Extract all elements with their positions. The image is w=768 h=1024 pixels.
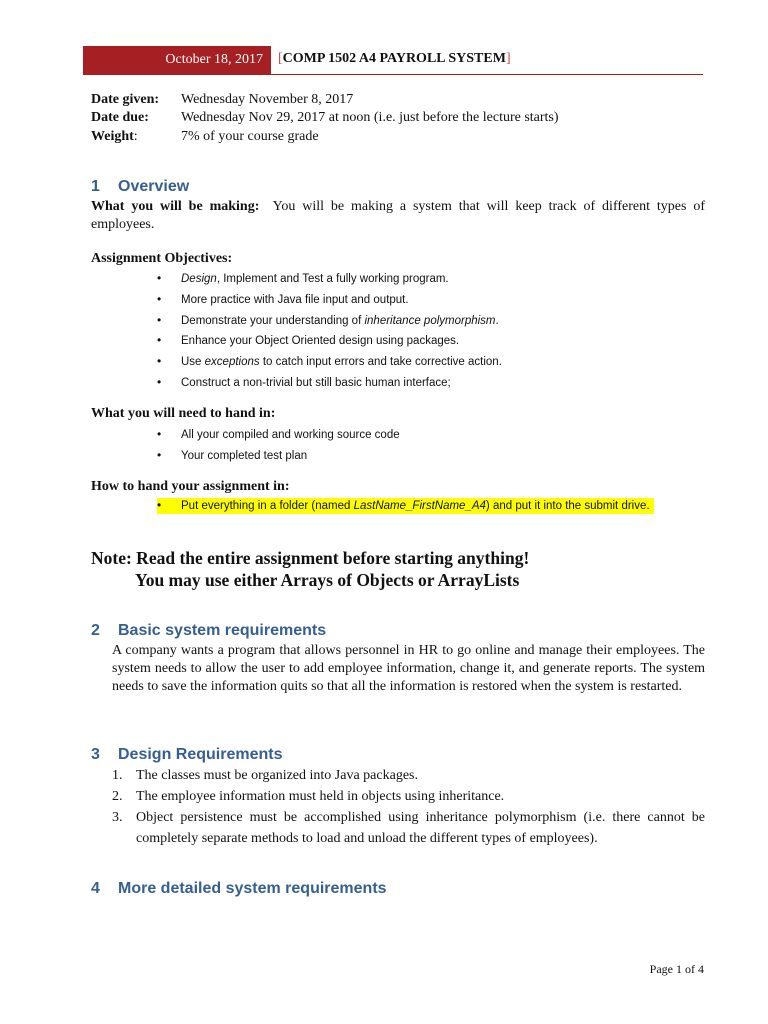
- design-item-3: 3. Object persistence must be accomplished using inheritance polymorphism (i.e. there cannot be completely separate methods to load and unload the different types of employees).: [112, 810, 705, 846]
- list-item: • Your completed test plan: [157, 448, 308, 462]
- date-due-row: [91, 110, 559, 126]
- objectives-label: Assignment Objectives:: [91, 251, 233, 266]
- date-due-value: Wednesday Nov 29, 2017 at noon (i.e. just before the lecture starts): [181, 110, 559, 125]
- objective-item: • Use exceptions to catch input errors and take corrective action.: [157, 354, 502, 368]
- objective-item: • Design, Implement and Test a fully working program.: [157, 271, 449, 285]
- section-4-heading: 4 More detailed system requirements: [91, 880, 387, 897]
- weight-value: 7% of your course grade: [181, 129, 319, 144]
- objective-item: • Demonstrate your understanding of inheritance polymorphism.: [157, 313, 499, 327]
- date-given-row: [91, 92, 353, 108]
- making-label: What you will be making:: [91, 199, 260, 214]
- header-date: October 18, 2017: [83, 46, 271, 74]
- page-number: Page 1 of 4: [649, 962, 704, 976]
- date-given-label: Date given:: [91, 92, 160, 107]
- section-2-heading: 2 Basic system requirements: [91, 622, 327, 639]
- making-paragraph: [91, 198, 705, 234]
- weight-row: Weight: 7% of your course grade: [91, 129, 319, 144]
- note-line-1: Note: Read the entire assignment before starting anything!: [91, 548, 530, 568]
- objective-item: • Enhance your Object Oriented design using packages.: [157, 333, 460, 347]
- weight-label: Weight: [91, 129, 134, 144]
- header-rule: [83, 74, 703, 75]
- objective-item: • More practice with Java file input and output.: [157, 292, 409, 306]
- header-title-text: COMP 1502 A4 PAYROLL SYSTEM: [282, 51, 506, 66]
- section-1-heading: 1 Overview: [91, 178, 190, 195]
- how-item: • Put everything in a folder (named LastName_FirstName_A4) and put it into the submit drive.: [157, 498, 654, 512]
- objective-item: • Construct a non-trivial but still basic human interface;: [157, 375, 451, 389]
- design-item-1: 1. The classes must be organized into Java packages.: [112, 768, 418, 783]
- note-line-2: You may use either Arrays of Objects or ArrayLists: [135, 570, 520, 590]
- design-item-2: 2. The employee information must held in objects using inheritance.: [112, 789, 505, 804]
- handin-label: What you will need to hand in:: [91, 406, 276, 421]
- section-3-heading: 3 Design Requirements: [91, 746, 283, 763]
- basic-paragraph: A company wants a program that allows personnel in HR to go online and manage their employees. The system needs to allow the user to add employee information, change it, and generate reports. The system needs to save the information quits so that all the information is restored when the system is restarted.: [112, 643, 705, 694]
- header-title: [COMP 1502 A4 PAYROLL SYSTEM]: [278, 51, 511, 66]
- date-due-label: Date due:: [91, 110, 149, 125]
- making-text: You will be making a system that will keep track of different types of employees.: [91, 199, 705, 232]
- how-label: How to hand your assignment in:: [91, 479, 290, 494]
- date-given-value: Wednesday November 8, 2017: [181, 92, 354, 107]
- list-item: • All your compiled and working source code: [157, 427, 400, 441]
